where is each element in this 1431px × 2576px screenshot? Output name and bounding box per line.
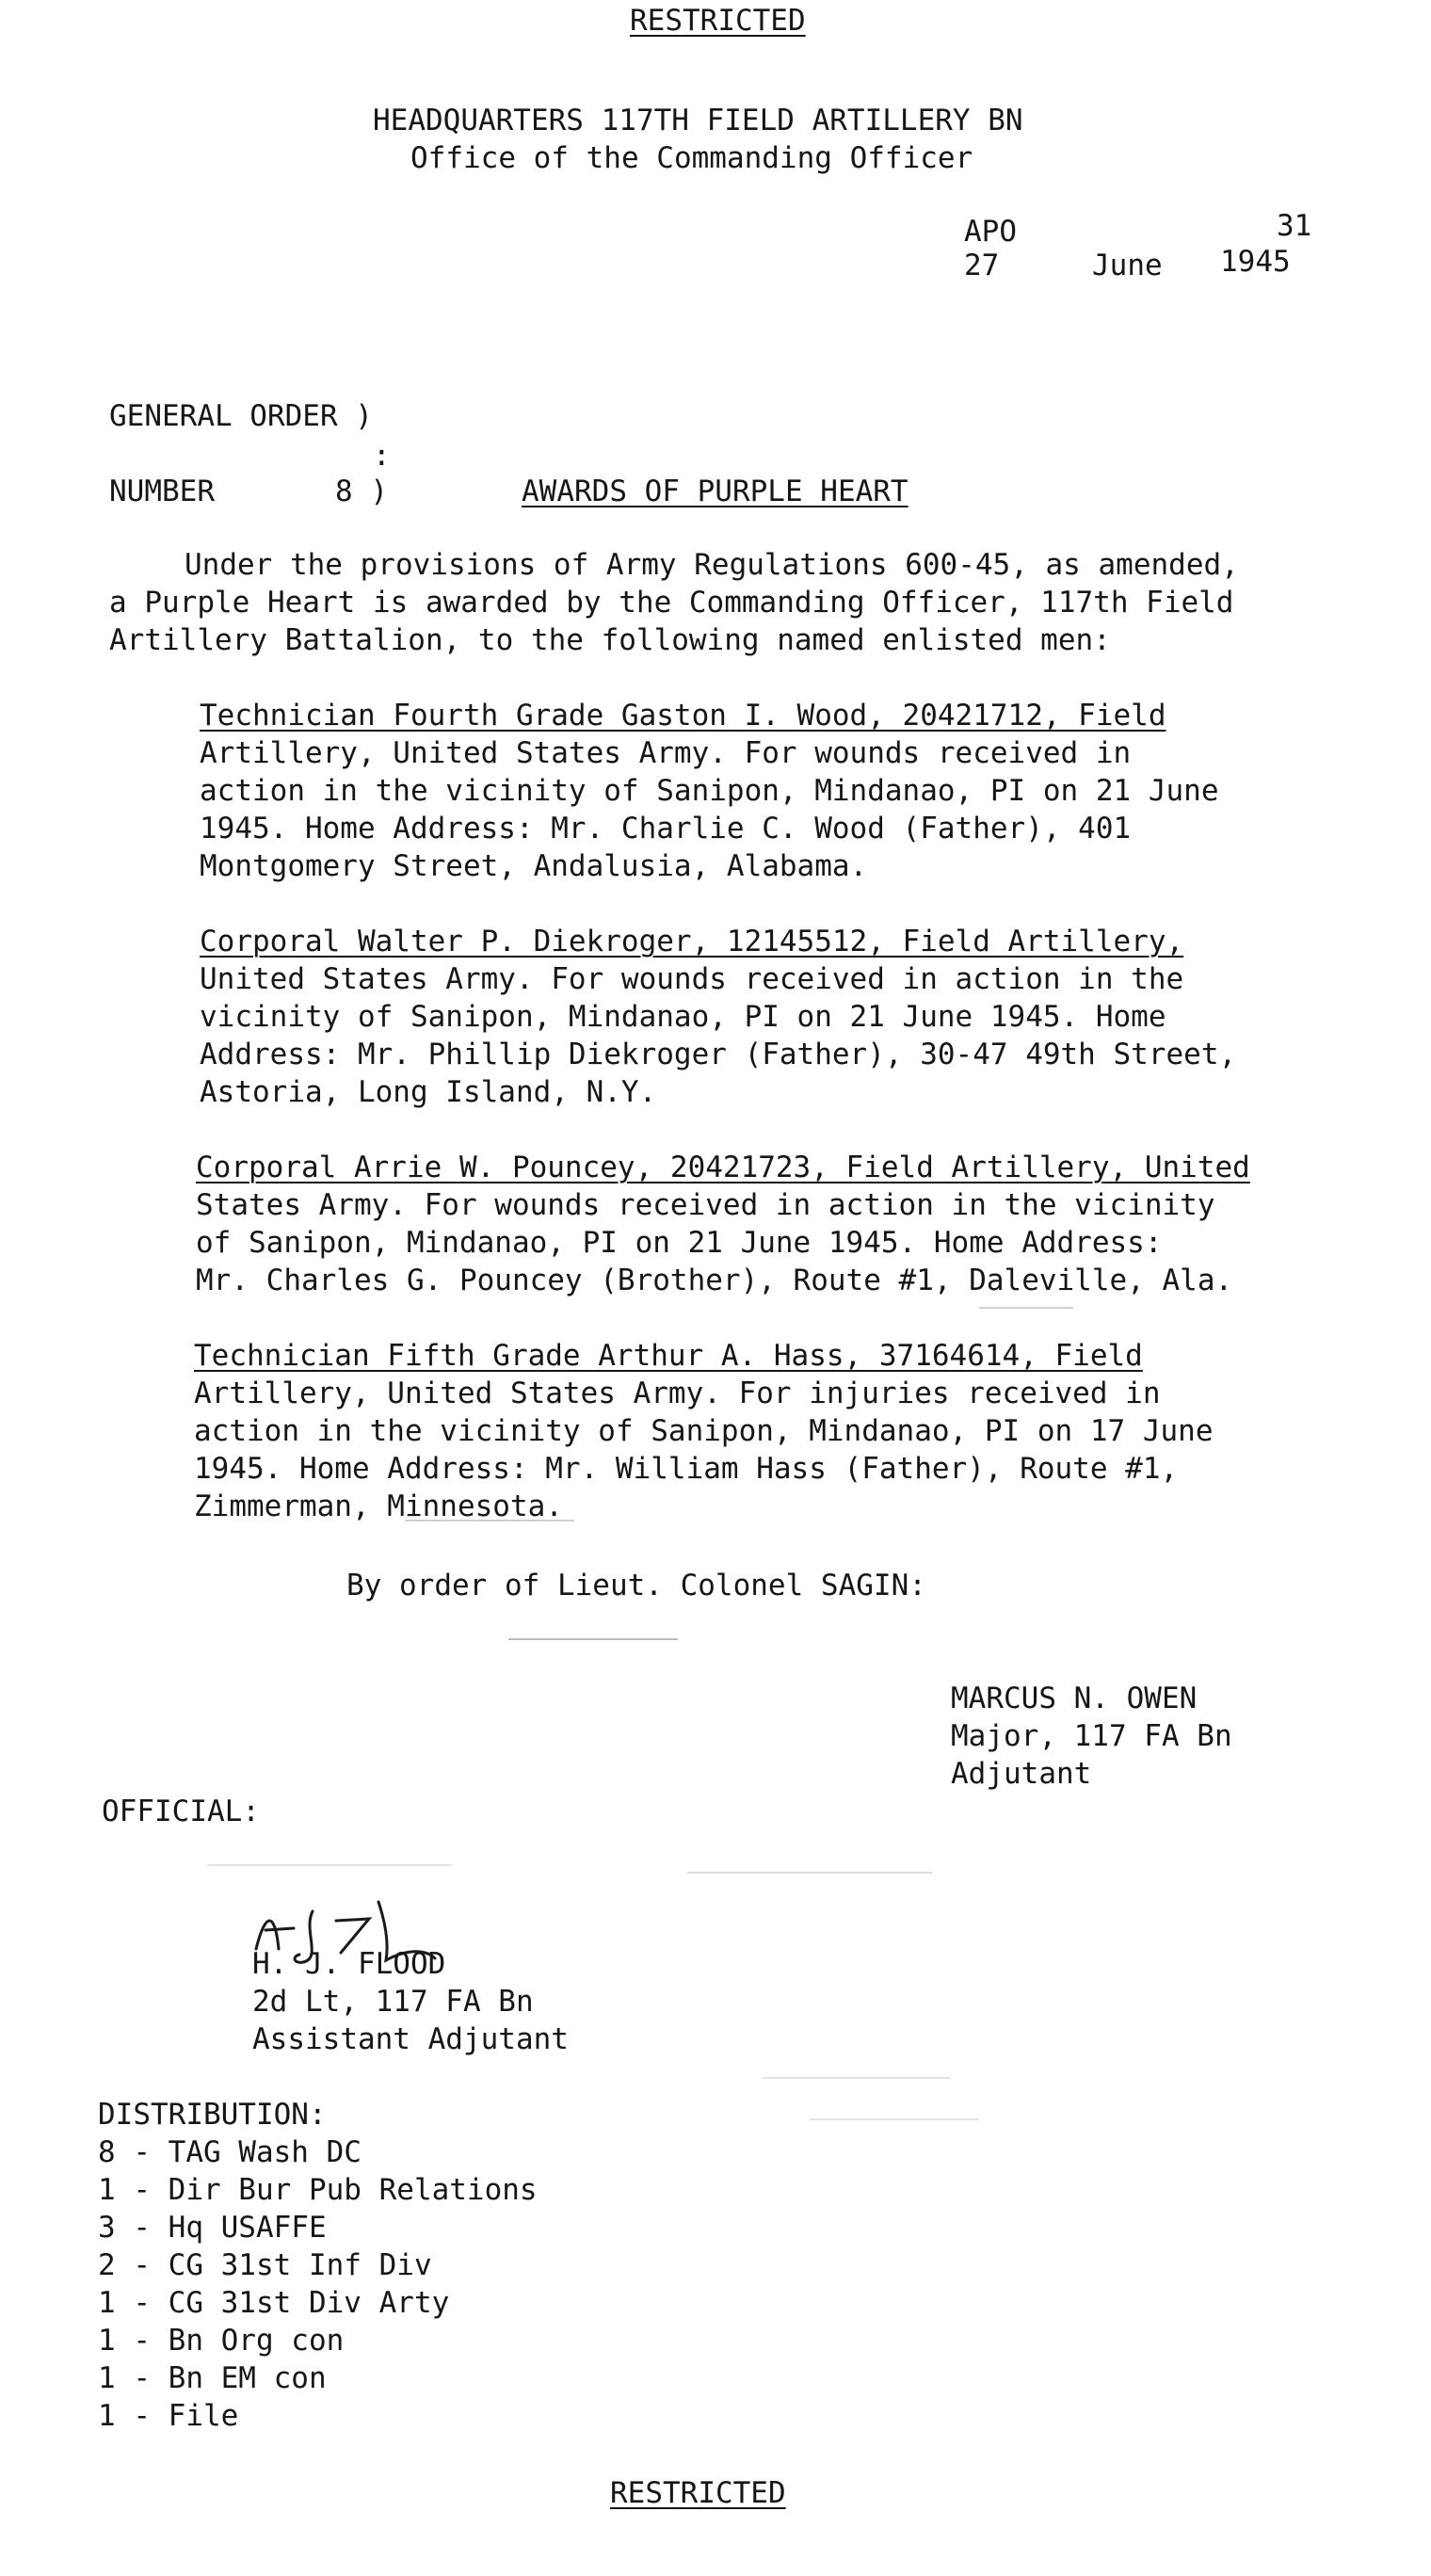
award-line: Astoria, Long Island, N.Y. <box>200 1075 657 1109</box>
award-line: States Army. For wounds received in action in the vicinity <box>196 1188 1215 1222</box>
award-line: vicinity of Sanipon, Mindanao, PI on 21 June 1945. Home <box>200 1000 1166 1034</box>
order-number-label: NUMBER <box>109 475 215 508</box>
scan-mark <box>405 1520 574 1521</box>
official-title: Assistant Adjutant <box>252 2022 569 2056</box>
award-line: 1945. Home Address: Mr. William Hass (Father), Route #1, <box>194 1452 1179 1486</box>
apo-label: APO <box>964 215 1017 249</box>
award-line: Artillery, United States Army. For injuries received in <box>194 1377 1161 1410</box>
scan-mark <box>687 1872 932 1874</box>
distribution-item: 1 - Bn EM con <box>98 2361 327 2395</box>
award-line: of Sanipon, Mindanao, PI on 21 June 1945. Home Address: <box>196 1226 1163 1260</box>
date-year: 1945 <box>1220 245 1291 279</box>
scan-mark <box>207 1864 452 1866</box>
header-unit: HEADQUARTERS 117TH FIELD ARTILLERY BN <box>373 104 1023 137</box>
distribution-item: 1 - File <box>98 2399 239 2433</box>
by-order-line: By order of Lieut. Colonel SAGIN: <box>346 1569 926 1602</box>
order-colon: : <box>373 439 391 473</box>
award-line: Corporal Arrie W. Pouncey, 20421723, Field Artillery, United <box>196 1151 1250 1184</box>
distribution-item: 1 - Bn Org con <box>98 2324 345 2358</box>
signatory-rank: Major, 117 FA Bn <box>951 1719 1232 1753</box>
signatory-name: MARCUS N. OWEN <box>951 1682 1198 1715</box>
distribution-item: 2 - CG 31st Inf Div <box>98 2248 432 2282</box>
intro-line-2: a Purple Heart is awarded by the Commanding Officer, 117th Field <box>109 586 1234 620</box>
award-line: 1945. Home Address: Mr. Charlie C. Wood (Father), 401 <box>200 812 1132 845</box>
intro-line-3: Artillery Battalion, to the following named enlisted men: <box>109 623 1111 657</box>
intro-line-1: Under the provisions of Army Regulations 600-45, as amended, <box>185 548 1239 582</box>
official-rank: 2d Lt, 117 FA Bn <box>252 1985 534 2019</box>
award-line: Montgomery Street, Andalusia, Alabama. <box>200 849 868 883</box>
award-line: Mr. Charles G. Pouncey (Brother), Route #1, Daleville, Ala. <box>196 1264 1233 1297</box>
date-day: 27 <box>964 249 1000 282</box>
distribution-item: 8 - TAG Wash DC <box>98 2135 362 2169</box>
general-order-label: GENERAL ORDER ) <box>109 399 373 433</box>
award-line: Address: Mr. Phillip Diekroger (Father), 30-47 49th Street, <box>200 1038 1237 1071</box>
award-line: action in the vicinity of Sanipon, Mindanao, PI on 21 June <box>200 774 1219 808</box>
order-number: 8 ) <box>335 475 388 508</box>
header-office: Office of the Commanding Officer <box>410 141 973 175</box>
award-line: Artillery, United States Army. For wounds received in <box>200 736 1132 770</box>
signatory-title: Adjutant <box>951 1757 1092 1791</box>
distribution-item: 3 - Hq USAFFE <box>98 2211 327 2245</box>
scan-mark <box>810 2118 979 2120</box>
award-line: Corporal Walter P. Diekroger, 12145512, Field Artillery, <box>200 925 1184 958</box>
distribution-item: 1 - CG 31st Div Arty <box>98 2286 450 2320</box>
award-line: Technician Fourth Grade Gaston I. Wood, 20421712, Field <box>200 699 1166 733</box>
official-name: H. J. FLOOD <box>252 1947 446 1981</box>
date-month: June <box>1092 249 1163 282</box>
award-line: United States Army. For wounds received in action in the <box>200 962 1184 996</box>
apo-number: 31 <box>1277 209 1312 243</box>
scan-mark <box>763 2077 951 2079</box>
distribution-label: DISTRIBUTION: <box>98 2098 327 2132</box>
classification-bottom: RESTRICTED <box>610 2476 786 2510</box>
distribution-item: 1 - Dir Bur Pub Relations <box>98 2173 538 2207</box>
award-line: Zimmerman, Minnesota. <box>194 1489 563 1523</box>
official-label: OFFICIAL: <box>102 1795 260 1828</box>
scan-mark <box>508 1638 678 1640</box>
award-line: Technician Fifth Grade Arthur A. Hass, 37164614, Field <box>194 1339 1143 1373</box>
scan-mark <box>979 1307 1073 1309</box>
order-subject: AWARDS OF PURPLE HEART <box>522 475 908 508</box>
award-line: action in the vicinity of Sanipon, Mindanao, PI on 17 June <box>194 1414 1214 1448</box>
classification-top: RESTRICTED <box>630 4 806 38</box>
